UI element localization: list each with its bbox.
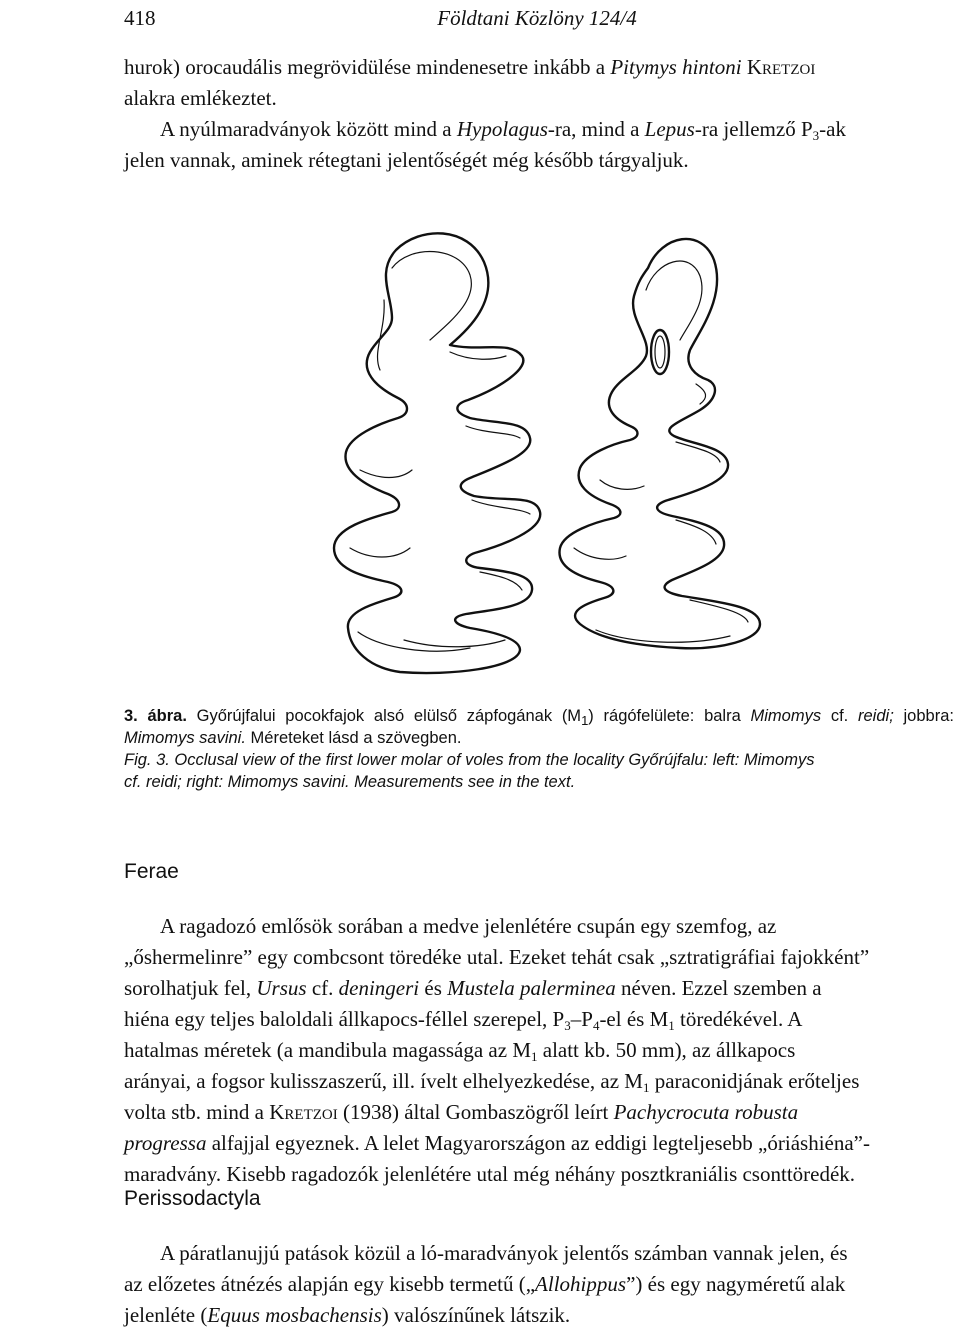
right-molar-outline	[559, 239, 760, 648]
text-line: jelenléte (Equus mosbachensis) valószínűnek látszik.	[124, 1303, 571, 1327]
page-number: 418	[124, 6, 156, 30]
text-line: progressa alfajjal egyeznek. A lelet Magyarországon az eddigi legteljesebb „óriáshiéna”-	[124, 1131, 870, 1155]
caption-english-line2: cf. reidi; right: Mimomys savini. Measurements see in the text.	[124, 773, 576, 791]
caption-hungarian: 3. ábra. Győrújfalui pocokfajok alsó elülső zápfogának $(M_1)$ rágófelülete: balra Mimomys cf. reidi; jobbra: Mimomys savini. Méreteket lásd a szövegben.	[124, 707, 954, 747]
section-heading-perissodactyla: Perissodactyla	[124, 1187, 261, 1210]
text-line: sorolhatjuk fel, Ursus cf. deningeri és Mustela palerminea néven. Ezzel szemben a	[124, 976, 822, 1000]
caption-english-line1: Fig. 3. Occlusal view of the first lower molar of voles from the locality Győrújfalu: left: Mimomys	[124, 751, 815, 769]
paragraph-perissodactyla	[124, 1238, 954, 1331]
journal-title: Földtani Közlöny 124/4	[437, 6, 637, 30]
text-line: A páratlanujjú patások közül a ló-maradványok jelentős számban vannak jelen, és	[160, 1241, 848, 1265]
left-molar-outline	[334, 233, 540, 673]
text-line: maradvány. Kisebb ragadozók jelenlétére utal még néhány posztkraniális csonttöredék.	[124, 1162, 856, 1186]
text-line: hurok) orocaudális megrövidülése mindenesetre inkább a Pitymys hintoni Kretzoi	[124, 55, 816, 79]
section-heading-ferae: Ferae	[124, 860, 179, 883]
paragraph-ferae	[124, 911, 954, 1190]
text-line: A nyúlmaradványok között mind a Hypolagus-ra, mind a Lepus-ra jellemző $P_3-ak$	[160, 117, 846, 143]
text-line: „őshermelinre” egy combcsont töredéke utal. Ezeket tehát csak „sztratigráfiai fajokként”	[124, 945, 870, 969]
text-line: A ragadozó emlősök sorában a medve jelenlétére csupán egy szemfog, az	[160, 914, 777, 938]
text-line: arányai, a fogsor kulisszaszerű, ill. ívelt elhelyezkedése, az $M_1$ paraconidjának erőteljes	[124, 1069, 860, 1095]
text-line: jelen vannak, aminek rétegtani jelentőségét még később tárgyaljuk.	[124, 148, 689, 172]
text-line: alakra emlékeztet.	[124, 86, 277, 110]
text-line: volta stb. mind a Kretzoi (1938) által Gombaszögről leírt Pachycrocuta robusta	[124, 1100, 799, 1124]
text-line: az előzetes átnézés alapján egy kisebb termetű („Allohippus”) és egy nagyméretű alak	[124, 1272, 846, 1296]
figure-caption	[124, 705, 954, 793]
text-line: hiéna egy teljes baloldali állkapocs-féllel szerepel, $P_3-P_4-el$ és $M_1$ töredékével. A	[124, 1007, 803, 1033]
text-line: hatalmas méretek (a mandibula magassága az $M_1$ alatt kb. 50 mm), az állkapocs	[124, 1038, 796, 1064]
